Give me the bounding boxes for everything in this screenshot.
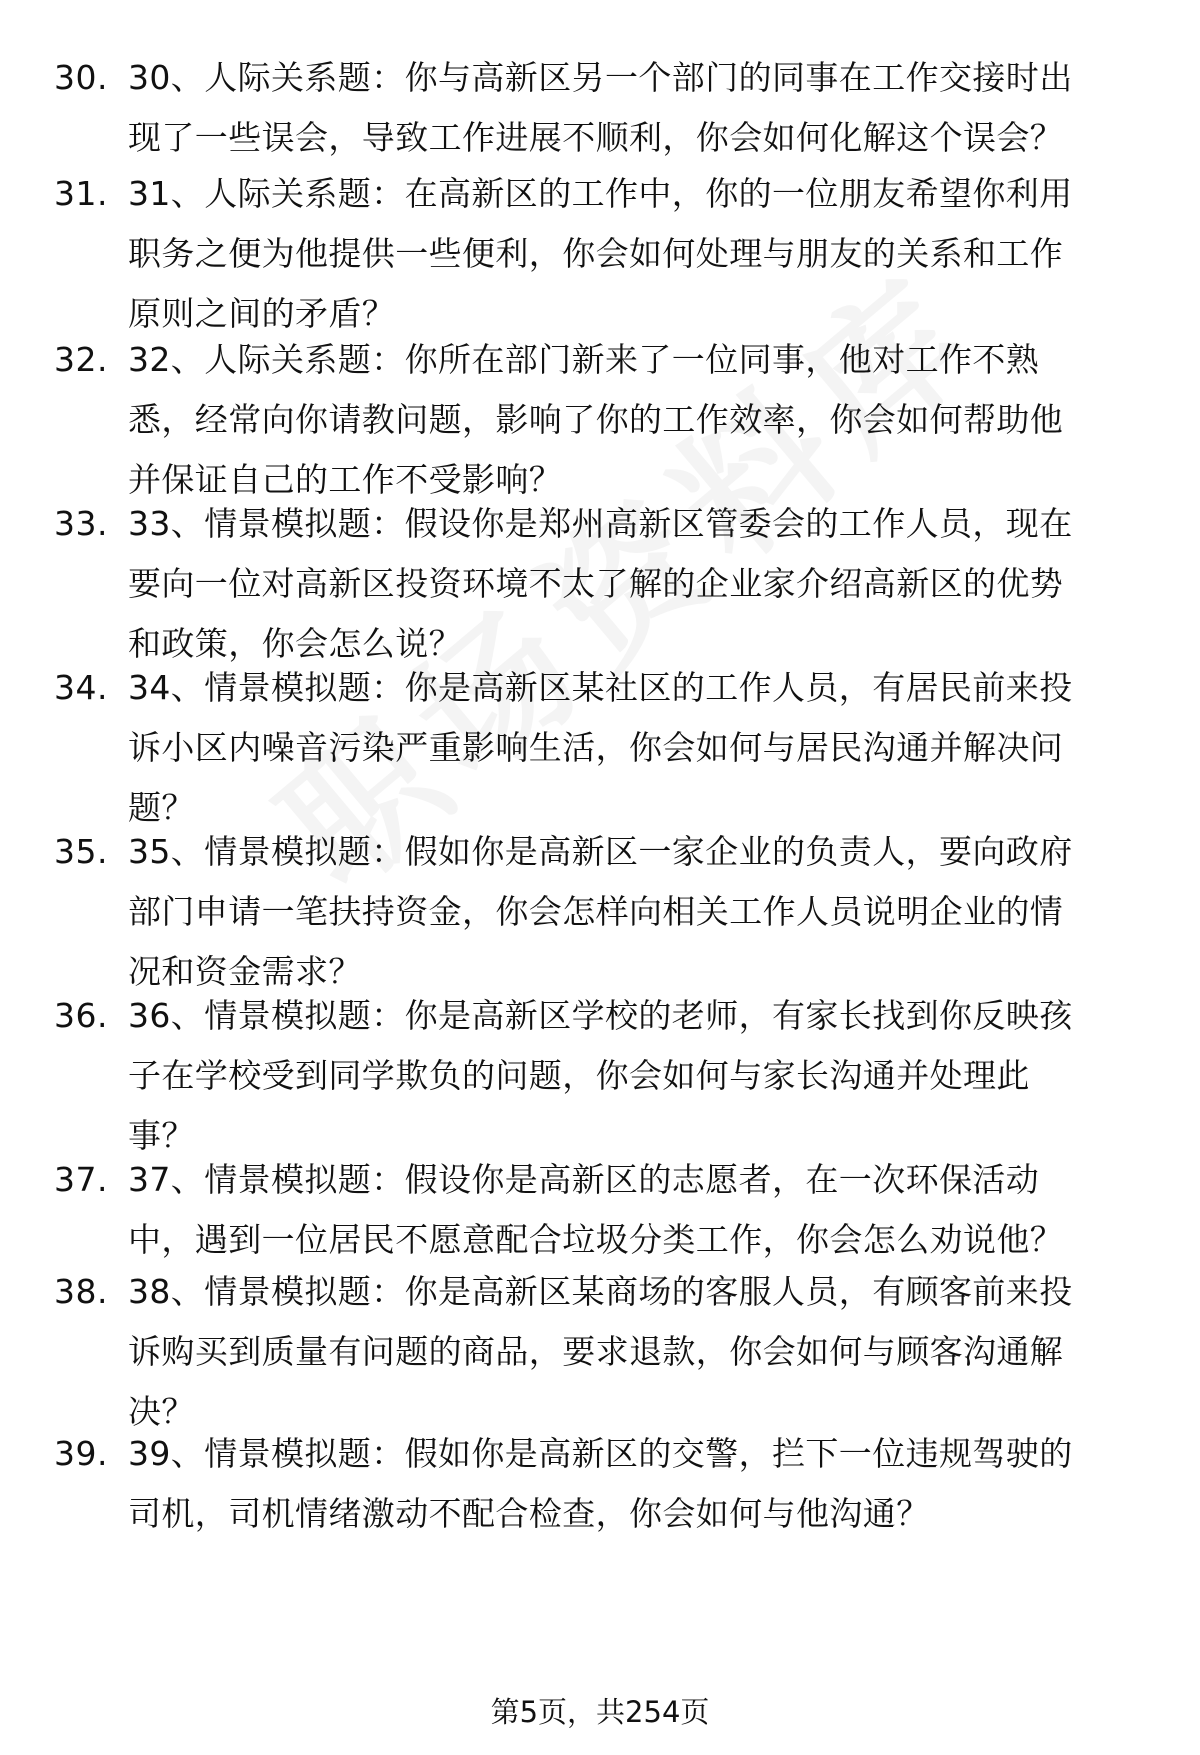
question-line: 要向一位对高新区投资环境不太了解的企业家介绍高新区的优势 <box>128 564 1064 603</box>
question-line: 和政策，你会怎么说？ <box>128 624 462 663</box>
question-text <box>128 330 1148 510</box>
question-text <box>128 164 1148 344</box>
question-number: 33. <box>54 504 108 543</box>
question-line: 31、人际关系题：在高新区的工作中，你的一位朋友希望你利用 <box>128 174 1073 213</box>
question-number: 30. <box>54 58 108 97</box>
question-text <box>128 1262 1148 1442</box>
question-line: 诉购买到质量有问题的商品，要求退款，你会如何与顾客沟通解 <box>128 1332 1064 1371</box>
question-line: 原则之间的矛盾？ <box>128 294 396 333</box>
question-text <box>128 986 1148 1166</box>
question-line: 中，遇到一位居民不愿意配合垃圾分类工作，你会怎么劝说他？ <box>128 1220 1064 1259</box>
question-number: 37. <box>54 1160 108 1199</box>
question-text <box>128 1150 1148 1270</box>
question-line: 34、情景模拟题：你是高新区某社区的工作人员，有居民前来投 <box>128 668 1073 707</box>
question-number: 34. <box>54 668 108 707</box>
question-line: 况和资金需求？ <box>128 952 362 991</box>
question-line: 30、人际关系题：你与高新区另一个部门的同事在工作交接时出 <box>128 58 1073 97</box>
question-line: 事？ <box>128 1116 195 1155</box>
question-line: 33、情景模拟题：假设你是郑州高新区管委会的工作人员，现在 <box>128 504 1073 543</box>
question-text <box>128 494 1148 674</box>
question-line: 司机，司机情绪激动不配合检查，你会如何与他沟通？ <box>128 1494 930 1533</box>
question-number: 31. <box>54 174 108 213</box>
question-text <box>128 822 1148 1002</box>
question-line: 决？ <box>128 1392 195 1431</box>
question-line: 题？ <box>128 788 195 827</box>
page-footer: 第5页，共254页 <box>490 1695 710 1729</box>
question-line: 悉，经常向你请教问题，影响了你的工作效率，你会如何帮助他 <box>128 400 1064 439</box>
question-number: 36. <box>54 996 108 1035</box>
question-number: 32. <box>54 340 108 379</box>
question-line: 部门申请一笔扶持资金，你会怎样向相关工作人员说明企业的情 <box>128 892 1064 931</box>
question-line: 并保证自己的工作不受影响？ <box>128 460 563 499</box>
question-line: 39、情景模拟题：假如你是高新区的交警，拦下一位违规驾驶的 <box>128 1434 1073 1473</box>
question-text <box>128 48 1148 168</box>
question-line: 35、情景模拟题：假如你是高新区一家企业的负责人，要向政府 <box>128 832 1073 871</box>
question-line: 子在学校受到同学欺负的问题，你会如何与家长沟通并处理此 <box>128 1056 1030 1095</box>
question-number: 38. <box>54 1272 108 1311</box>
question-text <box>128 1424 1148 1544</box>
question-line: 诉小区内噪音污染严重影响生活，你会如何与居民沟通并解决问 <box>128 728 1064 767</box>
question-number: 39. <box>54 1434 108 1473</box>
question-line: 38、情景模拟题：你是高新区某商场的客服人员，有顾客前来投 <box>128 1272 1073 1311</box>
question-text <box>128 658 1148 838</box>
question-line: 37、情景模拟题：假设你是高新区的志愿者，在一次环保活动 <box>128 1160 1040 1199</box>
question-line: 32、人际关系题：你所在部门新来了一位同事，他对工作不熟 <box>128 340 1040 379</box>
question-line: 36、情景模拟题：你是高新区学校的老师，有家长找到你反映孩 <box>128 996 1073 1035</box>
question-line: 现了一些误会，导致工作进展不顺利，你会如何化解这个误会？ <box>128 118 1064 157</box>
question-number: 35. <box>54 832 108 871</box>
question-line: 职务之便为他提供一些便利，你会如何处理与朋友的关系和工作 <box>128 234 1064 273</box>
